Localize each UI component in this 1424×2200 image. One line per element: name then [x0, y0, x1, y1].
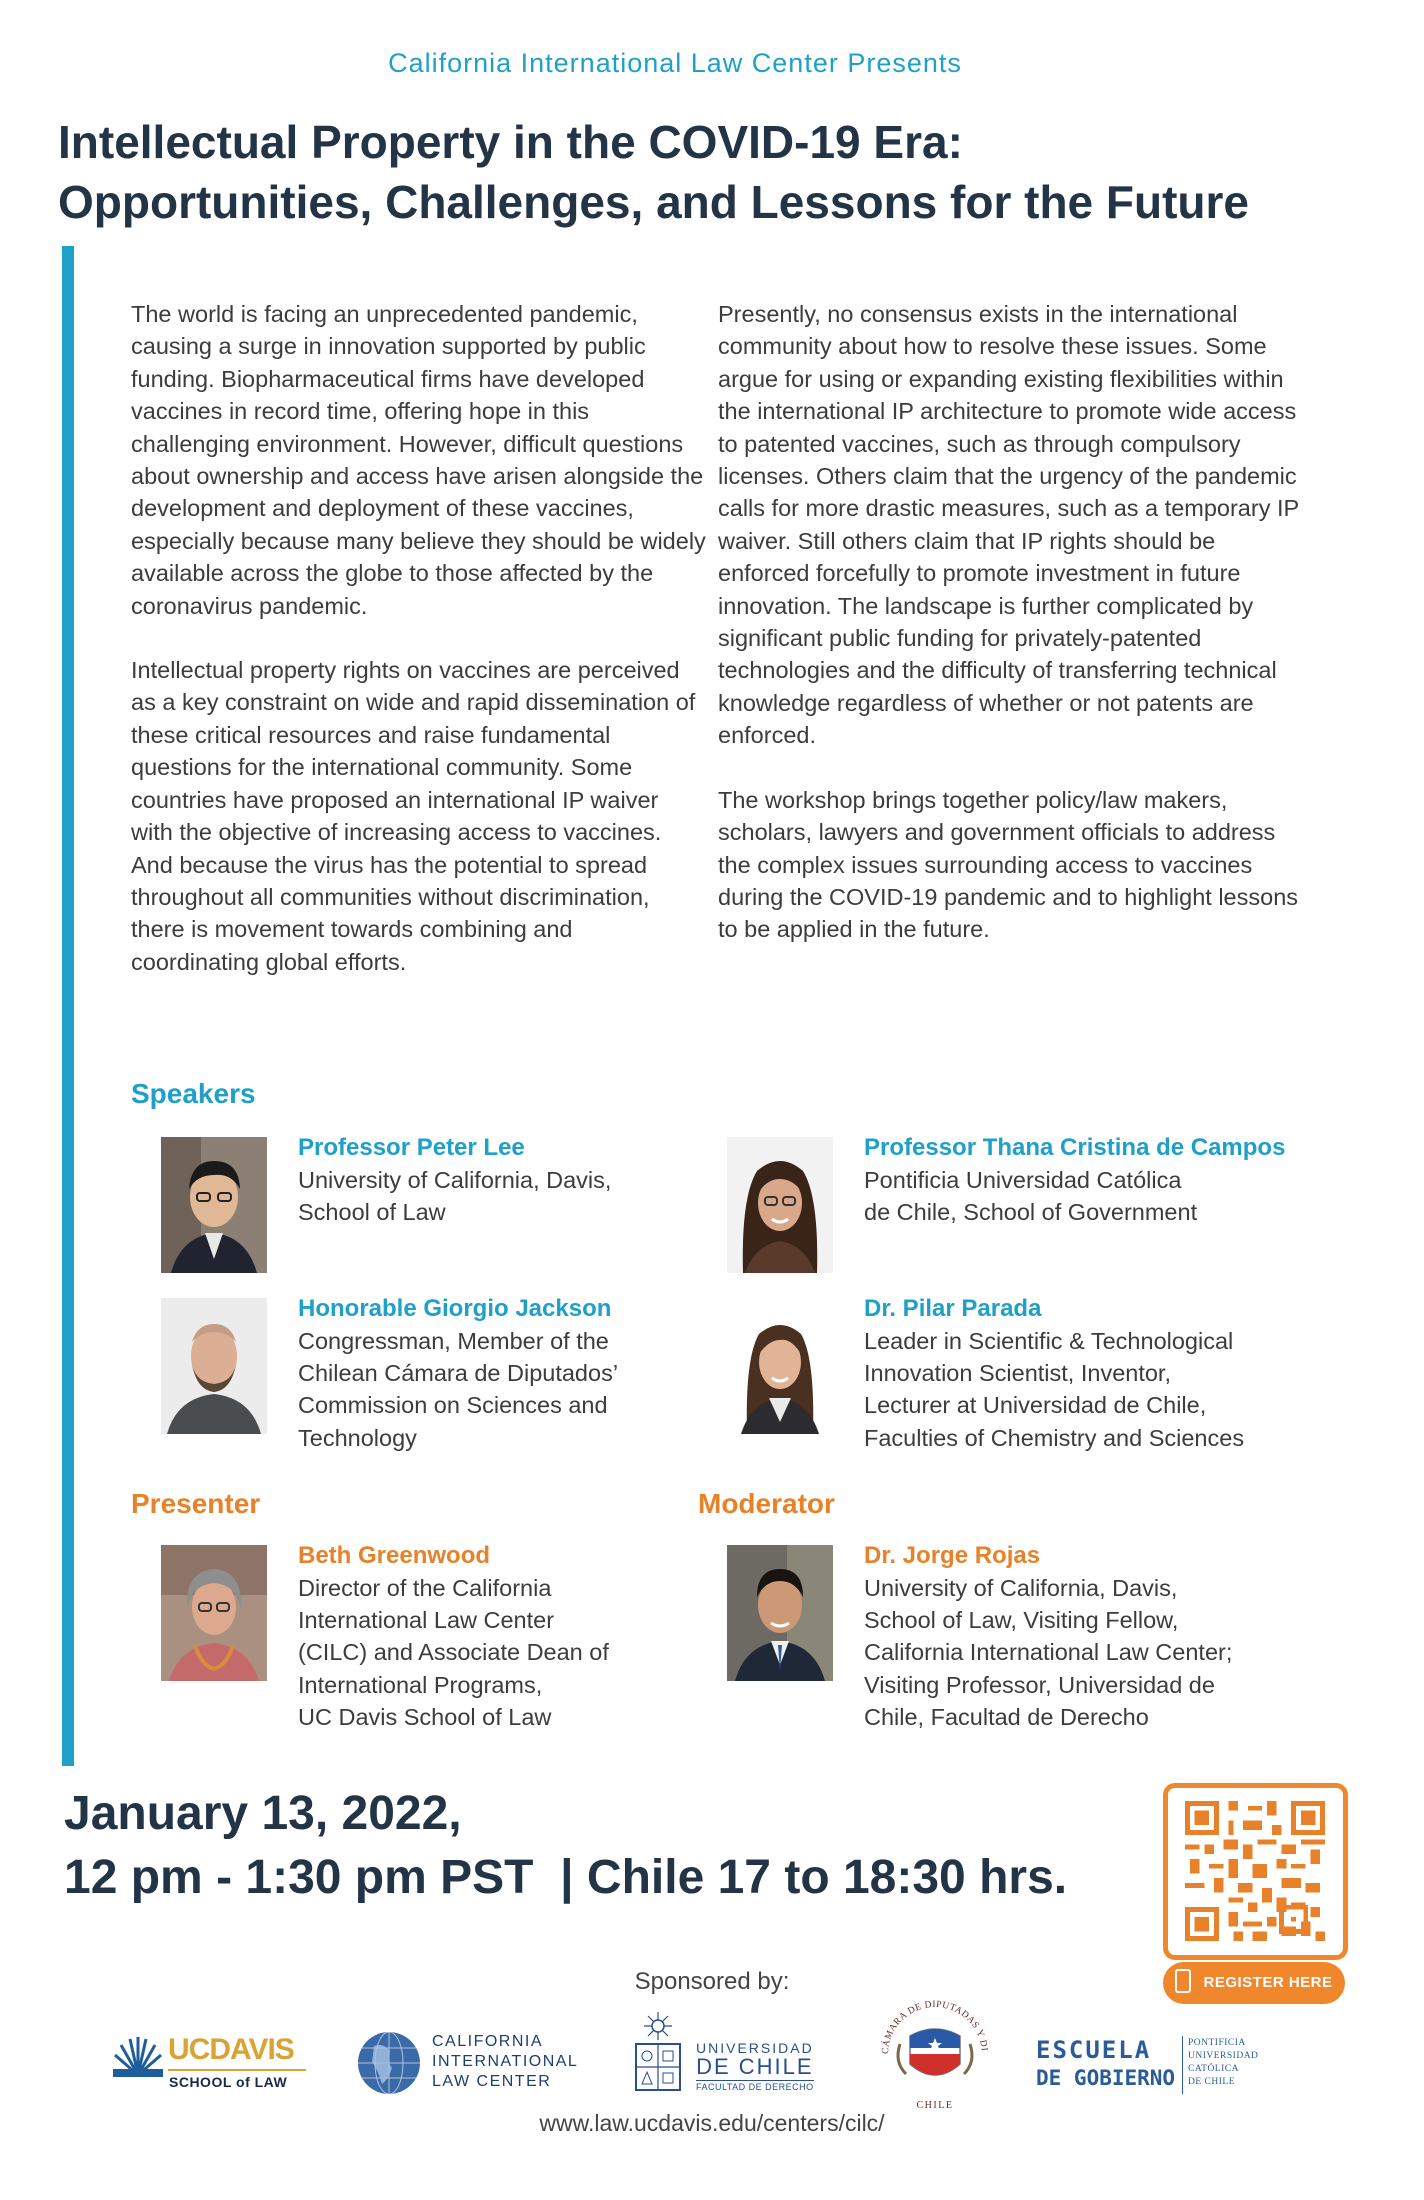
presenter-photo	[161, 1545, 267, 1681]
escuela-line-2: DE GOBIERNO	[1036, 2066, 1176, 2090]
ucdavis-school-of-law-logo	[113, 2035, 313, 2095]
speaker-thana-de-campos	[727, 1134, 1287, 1317]
speaker-photo	[727, 1137, 833, 1273]
ucdavis-uc: UC	[168, 2033, 210, 2066]
speakers-heading: Speakers	[131, 1078, 256, 1109]
speaker-name: Dr. Pilar Parada	[864, 1295, 1042, 1322]
presenter-heading: Presenter	[131, 1488, 261, 1519]
speaker-peter-lee	[161, 1134, 721, 1317]
paragraph: The world is facing an unprecedented pandemic, causing a surge in innovation supported by public funding. Biopharmaceutical firms have developed vaccines in record time, offering hope in this challenging environment. However, difficult questions about ownership and access have arisen alongside the development and deployment of these vaccines, especially because many believe they should be widely available across the globe to those affected by the coronavirus pandemic.	[131, 301, 706, 619]
uchile-line-1: UNIVERSIDAD	[696, 2040, 814, 2056]
cilc-line-2: INTERNATIONAL	[432, 2053, 579, 2070]
register-label: REGISTER HERE	[1203, 1974, 1333, 1991]
moderator-name: Dr. Jorge Rojas	[864, 1542, 1041, 1569]
speaker-pilar-parada	[727, 1295, 1287, 1478]
camara-chile-text: CHILE	[916, 2100, 954, 2111]
presenter-beth-greenwood	[161, 1542, 721, 1745]
speaker-name: Professor Peter Lee	[298, 1134, 525, 1161]
sponsored-by-label: Sponsored by:	[634, 1968, 790, 1995]
moderator-affiliation: University of California, Davis, School of Law, Visiting Fellow, California International Law Center; Visiting Professor, Universidad de Chile, Facultad de Derecho	[864, 1575, 1233, 1730]
event-title	[58, 112, 1378, 232]
uchile-line-3: FACULTAD DE DERECHO	[696, 2082, 814, 2092]
speaker-affiliation: Congressman, Member of the Chilean Cámara de Diputados’ Commission on Sciences and Technology	[298, 1328, 619, 1451]
paragraph: Presently, no consensus exists in the international community about how to resolve these issues. Some argue for using or expanding existing flexibilities within the international IP architecture to promote wide access to patented vaccines, such as through compulsory licenses. Others claim that the urgency of the pandemic calls for more drastic measures, such as a temporary IP waiver. Still others claim that IP rights should be enforced forcefully to promote investment in future innovation. The landscape is further complicated by significant public funding for privately-patented technologies and the difficulty of transferring technical knowledge regardless of whether or not patents are enforced.	[718, 301, 1299, 749]
event-datetime	[64, 1782, 1067, 1910]
presenter-name: Beth Greenwood	[298, 1542, 491, 1569]
speaker-affiliation: Pontificia Universidad Católica de Chile, School of Government	[864, 1167, 1198, 1226]
cilc-logo	[356, 2030, 596, 2100]
speaker-name: Professor Thana Cristina de Campos	[864, 1134, 1286, 1161]
event-date: January 13, 2022,	[64, 1787, 462, 1840]
ucdavis-sunburst-icon	[113, 2037, 163, 2077]
paragraph: Intellectual property rights on vaccines are perceived as a key constraint on wide and rapid dissemination of these critical resources and raise fundamental questions for the international community. Some countries have proposed an international IP waiver with the objective of increasing access to vaccines. And because the virus has the potential to spread throughout all communities without discrimination, there is movement towards combining and coordinating global efforts.	[131, 657, 696, 975]
uchile-crest-icon	[632, 2010, 684, 2094]
camara-seal-icon	[870, 1990, 1000, 2115]
ucdavis-school-of-law: SCHOOL of LAW	[169, 2074, 288, 2090]
qr-code[interactable]	[1163, 1783, 1348, 1960]
footer-url[interactable]: www.law.ucdavis.edu/centers/cilc/	[539, 2110, 885, 2136]
body-column-left	[131, 298, 706, 1010]
puc-line-4: DE CHILE	[1188, 2077, 1236, 2087]
presenter-affiliation: Director of the California International Law Center (CILC) and Associate Dean of International Programs, UC Davis School of Law	[298, 1575, 609, 1730]
paragraph: The workshop brings together policy/law makers, scholars, lawyers and government officials to address the complex issues surrounding access to vaccines during the COVID-19 pandemic and to highlight lessons to be applied in the future.	[718, 786, 1299, 943]
presents-line: California International Law Center Presents	[388, 48, 962, 78]
event-time: 12 pm - 1:30 pm PST | Chile 17 to 18:30 hrs.	[64, 1851, 1068, 1904]
puc-line-2: UNIVERSIDAD	[1188, 2051, 1259, 2061]
title-line-2: Opportunities, Challenges, and Lessons for the Future	[58, 176, 1250, 228]
speaker-photo	[727, 1298, 833, 1434]
escuela-line-1: ESCUELA	[1036, 2036, 1152, 2064]
moderator-jorge-rojas	[727, 1542, 1287, 1745]
globe-icon	[356, 2030, 422, 2096]
escuela-de-gobierno-logo	[1036, 2036, 1276, 2102]
speaker-affiliation: Leader in Scientific & Technological Innovation Scientist, Inventor, Lecturer at Universidad de Chile, Faculties of Chemistry and Sciences	[864, 1328, 1245, 1451]
ucdavis-davis: DAVIS	[209, 2033, 294, 2066]
moderator-heading: Moderator	[698, 1488, 835, 1519]
puc-line-3: CATÓLICA	[1188, 2064, 1239, 2074]
speaker-photo	[161, 1137, 267, 1273]
qr-code-icon	[1184, 1801, 1326, 1941]
camara-arc-text: CÁMARA DE DIPUTADAS Y DI	[880, 1999, 989, 2055]
cilc-line-1: CALIFORNIA	[432, 2033, 544, 2050]
puc-line-1: PONTIFICIA	[1188, 2038, 1246, 2048]
camara-de-diputados-logo	[870, 1990, 1000, 2115]
universidad-de-chile-logo	[632, 2010, 832, 2100]
cilc-line-3: LAW CENTER	[432, 2073, 552, 2090]
speaker-name: Honorable Giorgio Jackson	[298, 1295, 612, 1322]
body-column-right	[718, 298, 1308, 978]
moderator-photo	[727, 1545, 833, 1681]
uchile-line-2: DE CHILE	[696, 2054, 814, 2079]
speaker-photo	[161, 1298, 267, 1434]
speaker-affiliation: University of California, Davis, School of Law	[298, 1167, 612, 1226]
speaker-giorgio-jackson	[161, 1295, 721, 1478]
accent-bar	[62, 246, 74, 1766]
title-line-1: Intellectual Property in the COVID-19 Era:	[58, 116, 963, 168]
